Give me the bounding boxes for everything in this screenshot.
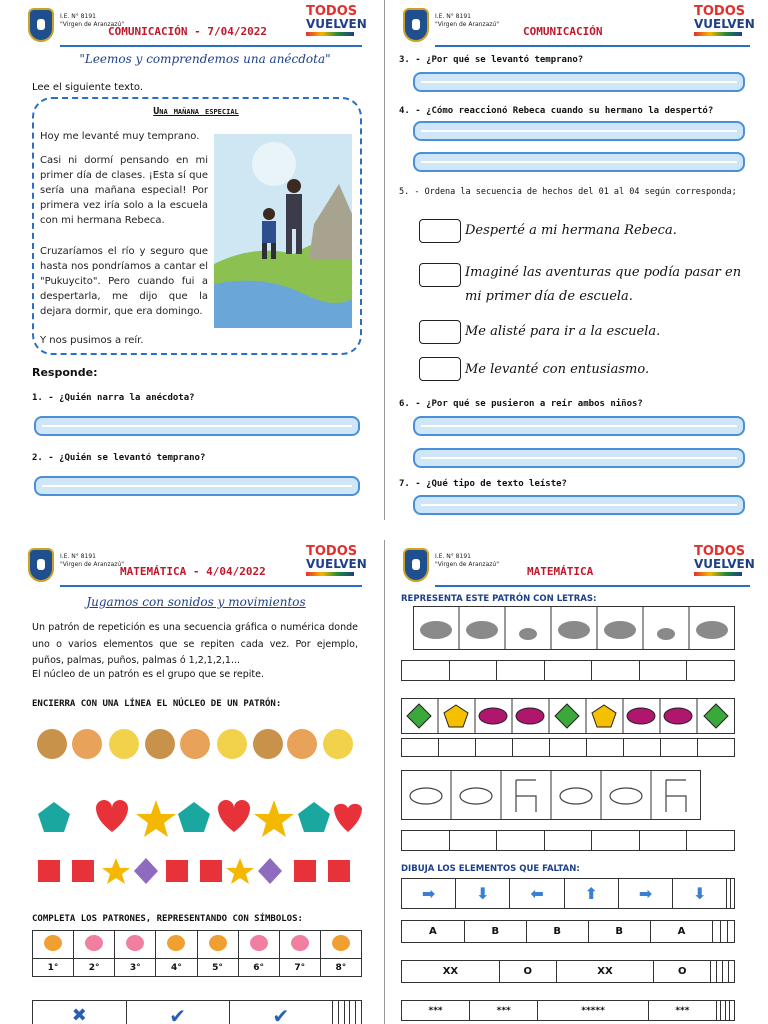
page-matematica-2: [395, 540, 760, 1024]
pig-icon: [279, 931, 320, 959]
answer-cell[interactable]: [698, 739, 735, 757]
pattern-cell: XX: [556, 961, 654, 983]
letter-pattern-row: [401, 920, 735, 943]
pattern-cell: *****: [538, 1001, 649, 1021]
subject-title: MATEMÁTICA - 4/04/2022: [120, 565, 266, 578]
cross-icon: ✖: [33, 1001, 127, 1024]
instruction: Lee el siguiente texto.: [32, 82, 144, 93]
completa-instruction: COMPLETA LOS PATRONES, REPRESENTANDO CON SÍMBOLOS:: [32, 914, 303, 924]
sequence-item: Desperté a mi hermana Rebeca.: [465, 223, 677, 238]
answer-cell[interactable]: [544, 661, 592, 681]
ordinal-cell: 1°: [33, 959, 74, 977]
star-pattern-row: [401, 1000, 735, 1021]
story-title: Una mañana especial: [153, 106, 239, 117]
order-box-1[interactable]: [419, 219, 461, 243]
subject-title: MATEMÁTICA: [527, 565, 594, 578]
shape-pattern-row-1: [38, 800, 362, 837]
subject-title: COMUNICACIÓN: [523, 25, 603, 38]
dog-pattern-row: [413, 606, 735, 650]
ordinal-cell: 8°: [320, 959, 361, 977]
pig-icon: [238, 931, 279, 959]
pattern-cell[interactable]: [720, 921, 727, 943]
check-icon: ✔: [126, 1001, 229, 1024]
answer-cell[interactable]: [402, 661, 450, 681]
encierra-instruction: ENCIERRA CON UNA LÍNEA EL NÚCLEO DE UN PATRÓN:: [32, 699, 282, 709]
school-name: I.E. N° 8191 "Virgen de Aranzazú": [435, 553, 499, 568]
answer-cell[interactable]: [497, 831, 545, 851]
pattern-cell: A: [402, 921, 465, 943]
empty-cell[interactable]: [356, 1001, 362, 1024]
sequence-item: Me alisté para ir a la escuela.: [465, 324, 661, 339]
geometric-pattern-row: [401, 698, 735, 734]
page-title: "Leemos y comprendemos una anécdota": [79, 52, 331, 66]
answer-field-3[interactable]: [413, 72, 745, 92]
school-logo: [28, 8, 54, 42]
tiger-icon: [197, 931, 238, 959]
answer-cell[interactable]: [687, 661, 735, 681]
answer-field-4a[interactable]: [413, 121, 745, 141]
page-title: Jugamos con sonidos y movimientos: [86, 595, 306, 609]
order-box-3[interactable]: [419, 320, 461, 344]
story-paragraph: Hoy me levanté muy temprano.: [40, 131, 200, 142]
answer-cell[interactable]: [550, 739, 587, 757]
pig-icon: [115, 931, 156, 959]
answer-cell[interactable]: [624, 739, 661, 757]
page-comunicacion-1: [20, 0, 372, 520]
geometric-answer-row: [401, 738, 735, 757]
question-6: 6. - ¿Por qué se pusieron a reír ambos niños?: [399, 399, 643, 409]
pattern-cell: B: [464, 921, 526, 943]
arrow-right-icon: ➡: [402, 879, 456, 909]
symbol-answer-table: [32, 1000, 362, 1024]
answer-field-4b[interactable]: [413, 152, 745, 172]
brand-logo: TODOS VUELVEN: [694, 5, 742, 36]
pattern-cell: A: [650, 921, 713, 943]
pattern-cell: ***: [648, 1001, 716, 1021]
school-name: I.E. N° 8191 "Virgen de Aranzazú": [435, 13, 499, 28]
answer-cell[interactable]: [449, 831, 497, 851]
answer-field-1[interactable]: [34, 416, 360, 436]
answer-cell[interactable]: [402, 831, 450, 851]
answer-cell[interactable]: [639, 831, 687, 851]
school-logo: [28, 548, 54, 582]
definition-text: Un patrón de repetición es una secuencia gráfica o numérica donde uno o varios elementos que se repiten cada vez. Por ejemplo, puños, palmas, puños, palmas ó 1,2,1,2,1...: [32, 622, 358, 666]
page-header: [20, 5, 372, 47]
page-header: [20, 545, 372, 587]
brand-logo: TODOS VUELVEN: [306, 5, 354, 36]
school-logo: [403, 8, 429, 42]
check-icon: ✔: [229, 1001, 332, 1024]
letter-answer-row: [401, 660, 735, 681]
pattern-cell[interactable]: [730, 1001, 735, 1021]
school-logo: [403, 548, 429, 582]
ordinal-cell: 4°: [156, 959, 197, 977]
dog-chair-answer-row: [401, 830, 735, 851]
answer-field-7[interactable]: [413, 495, 745, 515]
answer-cell[interactable]: [449, 661, 497, 681]
xo-pattern-row: [401, 960, 735, 983]
pattern-cell[interactable]: [727, 921, 734, 943]
pig-icon: [74, 931, 115, 959]
sequence-item: Imaginé las aventuras que podía pasar en mi primer día de escuela.: [465, 265, 742, 304]
arrow-left-icon: ⬅: [510, 879, 564, 909]
answer-field-2[interactable]: [34, 476, 360, 496]
order-box-2[interactable]: [419, 263, 461, 287]
story-paragraph: Casi ni dormí pensando en mi primer día de clases. ¡Esta sí que sería una mañana especial! Por primera vez iría solo a la escuela con mi hermana Rebeca.: [40, 155, 208, 226]
pattern-cell: XX: [402, 961, 500, 983]
pattern-cell: ***: [402, 1001, 470, 1021]
answer-cell[interactable]: [639, 661, 687, 681]
question-5: 5. - Ordena la secuencia de hechos del 01 al 04 según corresponda;: [399, 187, 737, 197]
symbol-pattern-table: [32, 930, 362, 977]
answer-cell[interactable]: [587, 739, 624, 757]
subject-title: COMUNICACIÓN - 7/04/2022: [108, 25, 267, 38]
pattern-cell[interactable]: [728, 961, 734, 983]
ordinal-cell: 6°: [238, 959, 279, 977]
sequence-item: Me levanté con entusiasmo.: [465, 362, 650, 377]
arrow-pattern-row: [401, 878, 735, 909]
arrow-up-icon: ⬆: [564, 879, 618, 909]
tiger-icon: [33, 931, 74, 959]
ordinal-cell: 7°: [279, 959, 320, 977]
school-name: I.E. N° 8191 "Virgen de Aranzazú": [60, 13, 124, 28]
brand-logo: TODOS VUELVEN: [694, 545, 742, 576]
pattern-cell: O: [654, 961, 711, 983]
pattern-cell: B: [526, 921, 588, 943]
answer-cell[interactable]: [661, 739, 698, 757]
definition-note: El núcleo de un patrón es el grupo que se repite.: [32, 669, 264, 680]
story-illustration: [214, 134, 352, 328]
answer-field-6a[interactable]: [413, 416, 745, 436]
pattern-cell: ***: [470, 1001, 538, 1021]
question-4: 4. - ¿Cómo reaccionó Rebeca cuando su hermano la despertó?: [399, 106, 714, 116]
empty-cell[interactable]: [731, 879, 735, 909]
responde-label: Responde:: [32, 366, 98, 379]
school-name: I.E. N° 8191 "Virgen de Aranzazú": [60, 553, 124, 568]
answer-cell[interactable]: [497, 661, 545, 681]
pattern-cell: B: [588, 921, 650, 943]
ordinal-cell: 3°: [115, 959, 156, 977]
question-3: 3. - ¿Por qué se levantó temprano?: [399, 55, 584, 65]
story-paragraph: Cruzaríamos el río y seguro que hasta nos pondríamos a cantar el "Pukuycito". Pero cuando fui a despertarla, me dijo que la dejara dormir, que era domingo.: [40, 246, 208, 317]
tiger-icon: [320, 931, 361, 959]
answer-cell[interactable]: [402, 739, 439, 757]
dog-chair-pattern-row: [401, 770, 701, 820]
represent-instruction: REPRESENTA ESTE PATRÓN CON LETRAS:: [401, 594, 597, 604]
question-1: 1. - ¿Quién narra la anécdota?: [32, 393, 195, 403]
ordinal-cell: 5°: [197, 959, 238, 977]
answer-cell[interactable]: [439, 739, 476, 757]
animal-row: [33, 931, 362, 959]
answer-cell[interactable]: [476, 739, 513, 757]
answer-cell[interactable]: [592, 661, 640, 681]
tiger-icon: [156, 931, 197, 959]
answer-cell[interactable]: [544, 831, 592, 851]
ordinal-cell: 2°: [74, 959, 115, 977]
brand-logo: TODOS VUELVEN: [306, 545, 354, 576]
dibuja-instruction: DIBUJA LOS ELEMENTOS QUE FALTAN:: [401, 864, 580, 874]
page-header: [395, 545, 760, 587]
answer-cell[interactable]: [592, 831, 640, 851]
answer-field-6b[interactable]: [413, 448, 745, 468]
pattern-cell: O: [499, 961, 556, 983]
arrow-down-icon: ⬇: [673, 879, 727, 909]
page-matematica-1: [20, 540, 372, 1024]
arrow-right-icon: ➡: [618, 879, 672, 909]
order-box-4[interactable]: [419, 357, 461, 381]
page-comunicacion-2: [395, 0, 760, 520]
question-2: 2. - ¿Quién se levantó temprano?: [32, 453, 206, 463]
pattern-cell[interactable]: [713, 921, 720, 943]
answer-cell[interactable]: [687, 831, 735, 851]
shape-pattern-row-2: [38, 858, 350, 884]
answer-cell[interactable]: [513, 739, 550, 757]
arrow-down-icon: ⬇: [456, 879, 510, 909]
animal-pattern-row: [37, 729, 353, 759]
question-7: 7. - ¿Qué tipo de texto leíste?: [399, 479, 567, 489]
story-paragraph: Y nos pusimos a reír.: [40, 335, 144, 346]
page-header: [395, 5, 760, 47]
ordinal-row: [33, 959, 362, 977]
